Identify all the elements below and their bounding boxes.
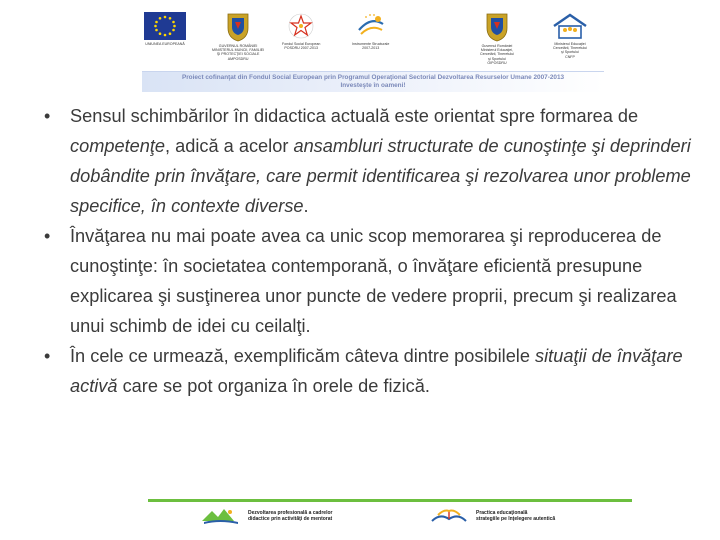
- open-book-icon: [428, 507, 470, 525]
- bullet-text: .: [303, 196, 309, 216]
- logo-caption: UNIUNEA EUROPEANĂ: [145, 42, 185, 46]
- header-logos: [142, 12, 588, 70]
- coat-of-arms-icon: [485, 12, 509, 42]
- footer-right-logo: [428, 507, 555, 525]
- footer-left-logo: [200, 507, 332, 525]
- cnfp-house-logo: [550, 12, 590, 59]
- logo-caption: Instrumente Structurale 2007-2013: [352, 42, 390, 51]
- bullet-emphasis: ansambluri structurate de cunoştinţe şi deprinderi dobândite prin învăţare, care permit identificarea şi rezolvarea unor probleme specifice, în contexte diverse: [70, 136, 691, 216]
- bullet-emphasis: situaţii de învăţare activă: [70, 346, 683, 396]
- mentoring-book-icon: [200, 507, 242, 525]
- structural-instruments-icon: [356, 12, 386, 40]
- bullet-item: [44, 221, 694, 341]
- ministry-education-coat-of-arms: [480, 12, 514, 65]
- esf-logo: [282, 12, 320, 50]
- house-icon: [550, 12, 590, 40]
- bullet-list: [44, 101, 694, 401]
- logo-caption: GUVERNUL ROMÂNIEI MINISTERUL MUNCII, FAMILIEI ŞI PROTECŢIEI SOCIALE AMPOSDRU: [212, 44, 265, 61]
- eu-flag-logo: [144, 12, 186, 46]
- footer-right-text: Practica educaţională strategiile pe înţelegere autentică: [476, 509, 556, 522]
- footer-divider: [148, 499, 632, 502]
- instrumente-structurale-logo: [352, 12, 389, 50]
- bullet-item: [44, 341, 694, 401]
- bullet-text: Învăţarea nu mai poate avea ca unic scop memorarea şi reproducerea de cunoştinţe: în societatea contemporană, o învăţare eficientă presupune explicarea şi susţinerea unor puncte de vedere proprii, precum şi realizarea unui schimb de idei cu ceilalţi.: [70, 226, 677, 336]
- bullet-text: În cele ce urmează, exemplificăm câteva dintre posibilele: [70, 346, 536, 366]
- logo-caption: Ministerul Educaţiei Cercetării, Tineretului şi Sportului CNFP: [553, 42, 587, 59]
- bullet-item: [44, 101, 694, 221]
- slide-content: [44, 101, 694, 401]
- ministry-labour-coat-of-arms: [212, 12, 264, 61]
- banner-slogan: Investeşte în oameni!: [340, 82, 406, 89]
- esf-star-icon: [287, 12, 315, 40]
- logo-caption: Fondul Social European POSDRU 2007-2013: [282, 42, 321, 51]
- bullet-text: , adică a acelor: [165, 136, 294, 156]
- eu-flag-icon: [144, 12, 186, 40]
- coat-of-arms-icon: [226, 12, 250, 42]
- footer-left-text: Dezvoltarea profesională a cadrelor didactice prin activităţi de mentorat: [248, 509, 333, 522]
- bullet-text: care se pot organiza în orele de fizică.: [117, 376, 430, 396]
- bullet-text: Sensul schimbărilor în didactica actuală este orientat spre formarea de: [70, 106, 639, 126]
- logo-caption: Guvernul României Ministerul Educaţiei, Cercetării, Tineretului şi Sportului OIPOSDRU: [480, 44, 514, 65]
- project-banner: [142, 71, 604, 92]
- bullet-emphasis: competenţe: [70, 136, 166, 156]
- banner-title: Proiect cofinanţat din Fondul Social European prin Programul Operaţional Sectorial Dezvoltarea Resurselor Umane 2007-2013: [181, 74, 565, 81]
